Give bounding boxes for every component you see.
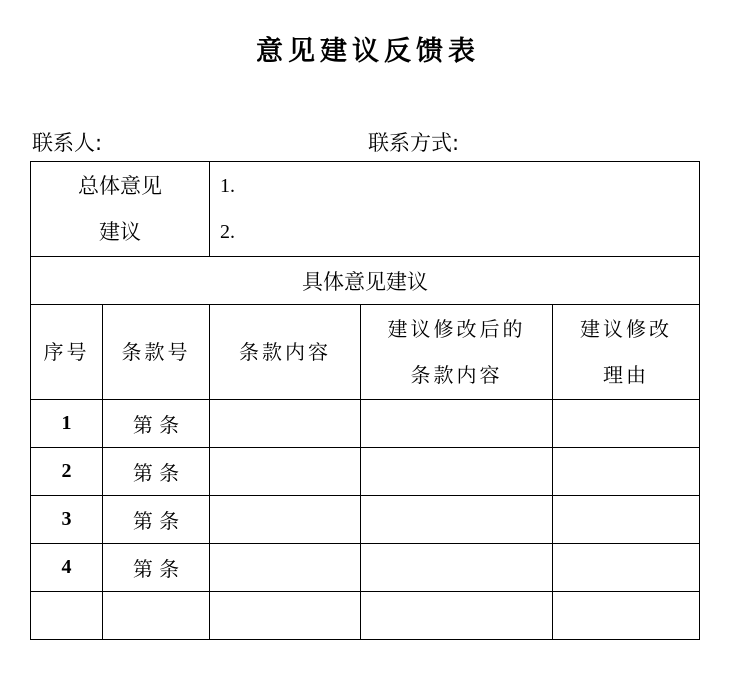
overall-opinion-row	[31, 162, 700, 257]
table-row	[31, 400, 700, 448]
row-clause-content-cell[interactable]	[210, 496, 361, 544]
table-header-row	[31, 305, 700, 400]
header-reason-line1: 建议修改	[580, 317, 673, 341]
header-index: 序号	[31, 305, 103, 400]
row-index: 4	[31, 544, 103, 592]
row-clause-number[interactable]	[103, 592, 210, 640]
row-reason-cell[interactable]	[553, 496, 700, 544]
table-row	[31, 496, 700, 544]
overall-label-line1: 总体意见	[78, 174, 162, 198]
row-index[interactable]	[31, 592, 103, 640]
row-clause-content-cell[interactable]	[210, 400, 361, 448]
row-revised-content-cell[interactable]	[361, 400, 553, 448]
section-title-row	[31, 257, 700, 305]
row-reason-cell[interactable]	[553, 400, 700, 448]
row-clause-number: 第 条	[103, 544, 210, 592]
specific-section-title: 具体意见建议	[31, 257, 700, 305]
table-row	[31, 544, 700, 592]
row-clause-content-cell[interactable]	[210, 448, 361, 496]
header-revised-line1: 建议修改后的	[387, 317, 526, 341]
row-index: 1	[31, 400, 103, 448]
header-clause-number: 条款号	[103, 305, 210, 400]
overall-label-line2: 建议	[99, 220, 141, 244]
row-revised-content-cell[interactable]	[361, 544, 553, 592]
table-row	[31, 448, 700, 496]
header-reason-line2: 理由	[603, 363, 650, 387]
overall-item-1: 1.	[220, 175, 235, 197]
row-reason-cell[interactable]	[553, 544, 700, 592]
feedback-form-table	[30, 161, 700, 640]
row-reason-cell[interactable]	[553, 448, 700, 496]
contact-method-label: 联系方式:	[368, 131, 460, 155]
page-title: 意见建议反馈表	[256, 36, 480, 67]
table-row	[31, 592, 700, 640]
header-revised-line2: 条款内容	[410, 363, 503, 387]
overall-item-2: 2.	[220, 221, 235, 243]
row-clause-content-cell[interactable]	[210, 592, 361, 640]
row-revised-content-cell[interactable]	[361, 496, 553, 544]
overall-opinion-label	[31, 162, 210, 257]
row-index: 3	[31, 496, 103, 544]
header-revised-content	[361, 305, 553, 400]
contact-person-label: 联系人:	[32, 131, 103, 155]
header-revision-reason	[553, 305, 700, 400]
row-clause-number: 第 条	[103, 400, 210, 448]
header-clause-content: 条款内容	[210, 305, 361, 400]
row-clause-content-cell[interactable]	[210, 544, 361, 592]
overall-opinion-input[interactable]	[210, 162, 700, 257]
row-clause-number: 第 条	[103, 496, 210, 544]
row-revised-content-cell[interactable]	[361, 448, 553, 496]
row-clause-number: 第 条	[103, 448, 210, 496]
row-reason-cell[interactable]	[553, 592, 700, 640]
row-index: 2	[31, 448, 103, 496]
row-revised-content-cell[interactable]	[361, 592, 553, 640]
